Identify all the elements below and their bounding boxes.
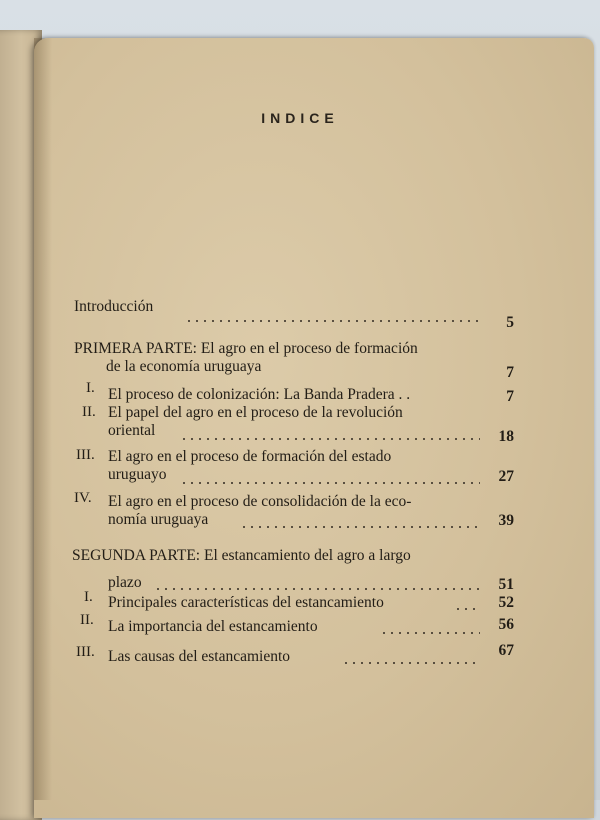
part2-item1-num: I. (84, 589, 93, 605)
part2-item1-title: Principales características del estancamiento (108, 594, 384, 611)
leader-dots (240, 526, 480, 528)
leader-dots (380, 632, 480, 634)
toc-intro-page: 5 (506, 314, 514, 331)
part1-item4-line2: nomía uruguaya (108, 511, 209, 528)
leader-dots (342, 662, 480, 664)
part1-item1-num: I. (86, 380, 95, 396)
part1-heading-line2: de la economía uruguaya (106, 358, 262, 375)
part1-item4-page: 39 (498, 512, 514, 529)
part1-item2-line2: oriental (108, 422, 156, 439)
part2-heading-line2: plazo (108, 574, 142, 591)
part1-item1-page: 7 (506, 388, 514, 405)
leader-dots (154, 588, 480, 590)
part1-item3-num: III. (76, 447, 95, 463)
part1-item2-page: 18 (498, 428, 514, 445)
part2-item2-num: II. (80, 612, 94, 628)
part1-item3-page: 27 (498, 468, 514, 485)
page-title: INDICE (261, 110, 339, 126)
part1-item1-title: El proceso de colonización: La Banda Pradera . . (108, 386, 411, 403)
part1-item4-num: IV. (74, 490, 92, 506)
part2-heading-line1: SEGUNDA PARTE: El estancamiento del agro a largo (72, 547, 411, 564)
part2-item1-page: 52 (498, 594, 514, 611)
part2-item3-num: III. (76, 644, 95, 660)
part1-item3-line1: El agro en el proceso de formación del estado (108, 448, 392, 465)
part2-item3-page: 67 (498, 642, 514, 659)
part1-item3-line2: uruguayo (108, 466, 167, 483)
part1-item2-line1: El papel del agro en el proceso de la revolución (108, 404, 403, 421)
leader-dots (180, 482, 480, 484)
part1-heading-line1: PRIMERA PARTE: El agro en el proceso de formación (74, 340, 418, 357)
leader-dots (180, 438, 480, 440)
toc-intro-label: Introducción (74, 298, 154, 315)
part1-item4-line1: El agro en el proceso de consolidación de la eco- (108, 493, 412, 510)
part1-item2-num: II. (82, 404, 96, 420)
leader-dots (185, 320, 480, 322)
part2-item2-page: 56 (498, 616, 514, 633)
part1-page: 7 (506, 364, 514, 381)
part2-page: 51 (498, 576, 514, 593)
part2-item3-title: Las causas del estancamiento (108, 648, 291, 665)
part2-item2-title: La importancia del estancamiento (108, 618, 318, 635)
